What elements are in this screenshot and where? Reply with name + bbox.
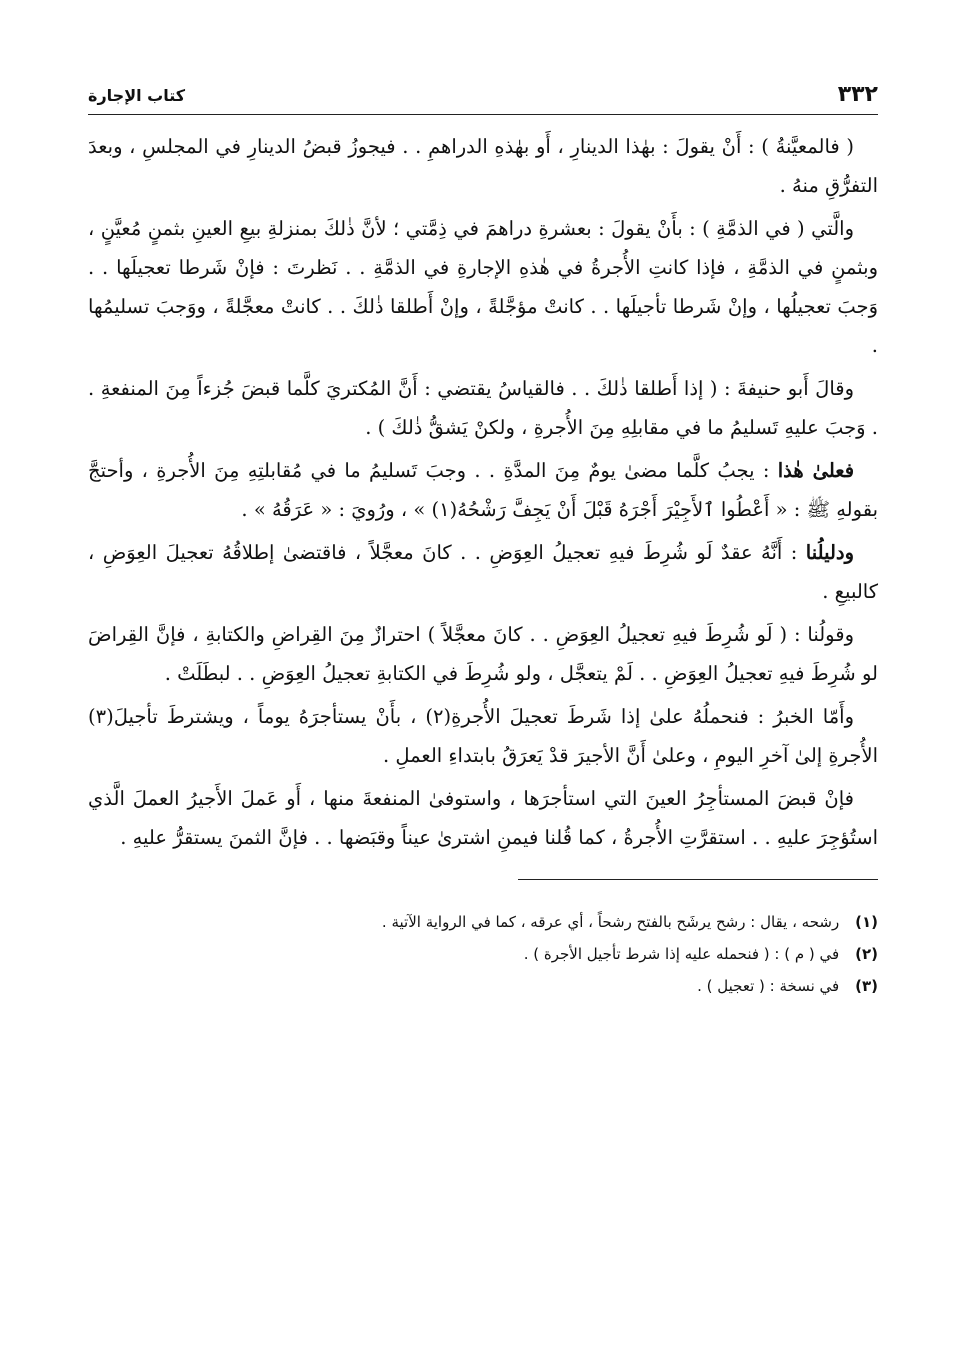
footnote-text: في نسخة : ( تعجيل ) . [697,977,840,995]
paragraph-lead: ودليلُنا [805,541,854,564]
paragraph-text: : يجبُ كلَّما مضىٰ يومٌ مِنَ المدَّةِ . . وجبَ تَسليمُ ما في مُقابلتِهِ مِنَ الأُجرةِ ، وأحتجَّ بقولهِ ﷺ : « أَعْطُوا ٱلأَجِيْرَ أَجْرَهُ قَبْلَ أَنْ يَجِفَّ رَشْحُهُ(١) » ، ورُويَ : « عَرَقُهُ » . [88,459,878,521]
paragraph [88,779,878,857]
book-page [88,78,878,1338]
paragraph-text: وقالَ أَبو حنيفةَ : ( إذا أَطلقا ذٰلكَ . . فالقياسُ يقتضي : أَنَّ المُكتريَ كلَّما قبضَ جُزءاً مِنَ المنفعةِ . . وَجبَ عليهِ تَسليمُ ما في مقابلِهِ مِنَ الأُجرةِ ، ولكنْ يَشقُّ ذٰلكَ ) . [88,377,878,439]
footnote-separator [518,879,878,880]
footnote-text: في ( م ) : ( فنحمله عليه إذا شرط تأجيل الأجرة ) . [523,945,840,963]
footnotes [88,906,878,1002]
paragraph [88,209,878,365]
footnote-number: (١) [855,913,878,931]
paragraph-text: فإنْ قبضَ المستأجِرُ العينَ التي استأجرَها ، واستوفىٰ المنفعةَ منها ، أَو عَملَ الأَجيرُ العملَ الَّذي استُؤجِرَ عليهِ . . استقرَّتِ الأُجرةُ ، كما قُلنا فيمنِ اشترىٰ عيناً وقبَضها . . فإنَّ الثمنَ يستقرُّ عليهِ . [88,787,878,849]
paragraph [88,369,878,447]
paragraph-text: وأَمّا الخبرُ : فنحملُهُ علىٰ إذا شَرطَ تعجيلَ الأُجرةِ(٢) ، بأَنْ يستأجرَهُ يوماً ، ويشترطَ تأجيلَ(٣) الأُجرةِ إلىٰ آخرِ اليومِ ، وعلىٰ أَنَّ الأجيرَ قدْ يَعرَقُ بابتداءِ العملِ . [88,705,878,767]
paragraph-text: وقولُنا : ( لَو شُرِطَ فيهِ تعجيلُ العِوَضِ . . كانَ معجَّلاً ) احترازٌ مِنَ القِراضِ والكتابةِ ، فإنَّ القِراضَ لو شُرِطَ فيهِ تعجيلُ العِوَضِ . . لَمْ يتعجَّل ، ولو شُرِطَ في الكتابةِ تعجيلُ العِوَضِ . . لبطَلَتْ . [88,623,878,685]
footnote-number: (٣) [855,977,878,995]
paragraph [88,697,878,775]
paragraph-lead: فعلىٰ هٰذا [777,459,855,482]
paragraph-text: والَّتي ( في الذمَّةِ ) : بأَنْ يقولَ : بعشرةِ دراهمَ في ذِمَّتي ؛ لأنَّ ذٰلكَ بمنزلةِ بيعِ العينِ بثمنٍ مُعيَّنٍ ، وبثمنٍ في الذمَّةِ ، فإذا كانتِ الأُجرةُ في هٰذهِ الإجارةِ في الذمَّةِ . . نَظرتَ : فإنْ شَرطا تعجيلَها . . وَجبَ تعجيلُها ، وإنْ شَرطا تأجيلَها . . كانتْ مؤجَّلةً ، وإنْ أَطلقا ذٰلكَ . . كانتْ معجَّلةً ، ووَجبَ تسليمُها . [88,217,878,357]
paragraph [88,615,878,693]
paragraph-text: ( فالمعيَّنةُ ) : أَنْ يقولَ : بهٰذا الدينارِ ، أَو بهٰذهِ الدراهمِ . . فيجوزُ قبضُ الدينارِ في المجلسِ ، وبعدَ التفرُّقِ منهُ . [88,135,878,197]
page-number: ٣٣٢ [837,82,878,107]
footnote-text: رشحه ، يقال : رشح يرشَح بالفتح رشحاً ، أي عرقه ، كما في الرواية الآتية . [381,913,840,931]
paragraph [88,533,878,611]
footnote [88,970,878,1002]
footnote [88,906,878,938]
running-header [88,78,878,115]
footnote-number: (٢) [855,945,878,963]
paragraph [88,451,878,529]
paragraph-text: : أَنَّهُ عقدٌ لَو شُرِطَ فيهِ تعجيلُ العِوَضِ . . كانَ معجَّلاً ، فاقتضىٰ إطلاقُهُ تعجيلَ العِوَضِ ، كالبيعِ . [88,541,878,603]
footnote [88,938,878,970]
paragraph [88,127,878,205]
main-text [88,127,878,857]
chapter-title: كتاب الإجارة [88,86,186,105]
